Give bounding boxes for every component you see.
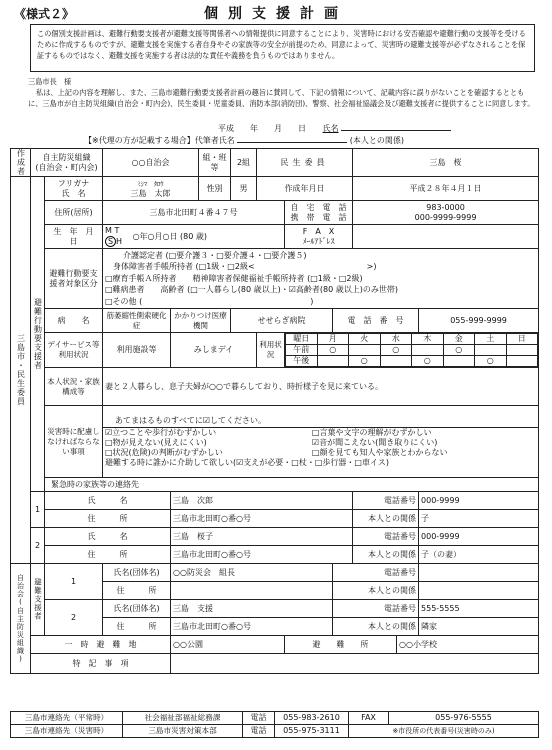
category-label: 避難行動要支援者対象区分 bbox=[45, 249, 103, 309]
supporter-side-label: 避難支援者 bbox=[31, 564, 45, 636]
disease-label: 病 名 bbox=[45, 309, 103, 333]
supporter-relation: 隣家 bbox=[419, 618, 539, 636]
remarks-value bbox=[171, 654, 539, 674]
care-instruction: あてまはるものすべてに☑してください。 bbox=[103, 416, 538, 428]
signature-name-label: 氏名 bbox=[322, 124, 339, 133]
hosp-tel-value: 055-999-9999 bbox=[419, 309, 539, 333]
emergency-name: 三島 桜子 bbox=[171, 528, 353, 546]
emergency-name: 三島 次郎 bbox=[171, 492, 353, 510]
address-value: 三島市北田町４番４７号 bbox=[103, 201, 285, 225]
facility-value: みしまデイ bbox=[171, 333, 257, 368]
supporter-relation bbox=[419, 582, 539, 600]
form-number: 《様式２》 bbox=[14, 7, 75, 21]
supporter-phone-label: 電話番号 bbox=[333, 564, 419, 582]
emergency-relation: 子（の妻） bbox=[419, 546, 539, 564]
contact-dept: 三島市災害対策本部 bbox=[123, 725, 243, 738]
notice-box: この個別支援計画は、避難行動要支援者が避難支援等関係者への情報提供に同意することにより、災害時における安否確認や避難行動の支援等を受けるために作成するものですが、避難支援を実施する者自身やその家族等の安全が前提のため、同意によって、災害時の避難支援等が必ずなされることを保証するものではなく、避難支援を実施する者は法的な責任や義務を負うものではありません。 bbox=[30, 24, 535, 72]
usage-label: 利用状況 bbox=[257, 333, 285, 368]
emergency-relation: 子 bbox=[419, 510, 539, 528]
emergency-relation-label: 本人との関係 bbox=[353, 510, 419, 528]
contact-dept: 社会福祉部福祉総務課 bbox=[123, 712, 243, 725]
date-line bbox=[218, 123, 538, 134]
emergency-addr-label: 住 所 bbox=[45, 510, 171, 528]
supporter-name-label: 氏名(団体名) bbox=[103, 564, 171, 582]
contact-tel: 055-983-2610 bbox=[275, 712, 349, 725]
addressee: 三島市長 様 bbox=[28, 77, 72, 86]
birth-label: 生 年 月 日 bbox=[45, 225, 103, 249]
supporter-addr: 三島市北田町○番○号 bbox=[171, 618, 333, 636]
shelter-label: 避 難 所 bbox=[285, 636, 397, 654]
status-label: 本人状況・家族構成等 bbox=[45, 368, 103, 406]
care-label: 災害時に配慮しなければならない事項 bbox=[45, 406, 103, 478]
emergency-addr: 三島市北田町○番○号 bbox=[171, 546, 353, 564]
jishu-value: ○○自治会 bbox=[103, 149, 199, 177]
side-label-sub: 避難行動要支援者 bbox=[31, 177, 45, 492]
sex-value: 男 bbox=[231, 177, 257, 201]
category-line: 身体障害者手帳所持者 (□1級・□2級< >) bbox=[113, 262, 377, 272]
emergency-addr-label: 住 所 bbox=[45, 546, 171, 564]
supporter-addr-label: 住 所 bbox=[103, 582, 171, 600]
supporter-name: ○○防災会 組長 bbox=[171, 564, 333, 582]
facility-label: 利用施設等 bbox=[103, 333, 171, 368]
emergency-phone-label: 電話番号 bbox=[353, 528, 419, 546]
category-options bbox=[103, 249, 539, 309]
era-circle: S bbox=[105, 236, 116, 247]
supporter-name: 三島 支援 bbox=[171, 600, 333, 618]
disease-value: 筋萎縮性側索硬化症 bbox=[103, 309, 171, 333]
contacts-table bbox=[10, 711, 539, 738]
supporter-relation-label: 本人との関係 bbox=[333, 618, 419, 636]
emergency-phone: 000-9999 bbox=[419, 528, 539, 546]
supporter-phone-label: 電話番号 bbox=[333, 600, 419, 618]
consent-text: 私は、上記の内容を理解し、また、三島市避難行動要支援者計画の趣旨に賛同して、下記の情報について、記載内容に誤りがないことを確認するとともに、三島市が自主防災組織(自治会・町内会)、民生委員・児童委員、消防本部(消防団)、警察、社会福祉協議会及び避難支援者に提供することに同意します。 bbox=[28, 88, 535, 108]
emergency-phone-label: 電話番号 bbox=[353, 492, 419, 510]
category-line: □難病患者 高齢者 (□一人暮らし(80 歳以上)・☑高齢者(80 歳以上)のみ世帯) bbox=[105, 285, 399, 295]
minsei-value: 三島 桜 bbox=[353, 149, 539, 177]
created-label: 作成年月日 bbox=[257, 177, 353, 201]
kumi-value: 2組 bbox=[231, 149, 257, 177]
emergency-name-label: 氏 名 bbox=[45, 492, 171, 510]
emergency-addr: 三島市北田町○番○号 bbox=[171, 510, 353, 528]
supporter-no: 2 bbox=[45, 600, 103, 636]
temp-shelter-label: 一 時 避 難 地 bbox=[31, 636, 171, 654]
emergency-title: 緊急時の家族等の連絡先 bbox=[45, 478, 539, 492]
supporter-addr bbox=[171, 582, 333, 600]
care-options: あてまはるものすべてに☑してください。 ☑立つことや歩行がむずかしい □言葉や文字の理解がむずかしい □物が見えない(見えにくい) ☑音が聞こえない(聞き取りにくい) □状況(危険)の判断がむずかしい □顔を見ても知人や家族とわからない 避難する時に誰かに介助して欲しい(☑支えが必要・□杖・□歩行器・□車イス) bbox=[103, 406, 539, 478]
category-line: □療育手帳Ａ所持者 精神障害者保健福祉手帳所持者 (□1級・□2級) bbox=[105, 273, 363, 283]
tel-labels: 自 宅 電 話 携 帯 電 話 bbox=[285, 201, 353, 225]
date-label: 平成 年 月 日 bbox=[218, 124, 306, 133]
created-value: 平成２８年４月１日 bbox=[353, 177, 539, 201]
tel-values: 983-0000 000-9999-9999 bbox=[353, 201, 539, 225]
shelter-value: ○○小学校 bbox=[397, 636, 539, 654]
name-label: フリガナ 氏 名 bbox=[45, 177, 103, 201]
schedule-table: 曜日 月 火 水 木 金 土 日 午前 ○ ○ ○ 午後 ○ ○ ○ bbox=[285, 333, 538, 367]
contact-tel-label: 電話 bbox=[243, 725, 275, 738]
fax-mail-labels: F A X ﾒｰﾙｱﾄﾞﾚｽ bbox=[285, 225, 353, 249]
side-label-main: 三島市・民生委員 bbox=[11, 177, 31, 564]
emergency-name-label: 氏 名 bbox=[45, 528, 171, 546]
contact-label: 三島市連絡先（平常時） bbox=[11, 712, 123, 725]
hosp-tel-label: 電 話 番 号 bbox=[333, 309, 419, 333]
supporter-phone bbox=[419, 564, 539, 582]
schedule bbox=[285, 333, 539, 368]
contact-fax: 055-976-5555 bbox=[389, 712, 539, 725]
sex-label: 性別 bbox=[199, 177, 231, 201]
contact-tel-label: 電話 bbox=[243, 712, 275, 725]
contact-fax-label: FAX bbox=[349, 712, 389, 725]
status-value: 妻と２人暮らし、息子夫婦が○○で暮らしており、時折様子を見に来ている。 bbox=[103, 368, 539, 406]
proxy-line bbox=[84, 135, 538, 146]
category-line: 介護認定者 (□要介護３・□要介護４・□要介護５) bbox=[123, 250, 307, 260]
category-line: □その他 ( ) bbox=[105, 296, 314, 306]
address-label: 住所(居所) bbox=[45, 201, 103, 225]
emergency-relation-label: 本人との関係 bbox=[353, 546, 419, 564]
proxy-relation: (本人との関係) bbox=[349, 136, 405, 145]
form-title: 個別支援計画 bbox=[204, 6, 348, 22]
emergency-no: 2 bbox=[31, 528, 45, 564]
main-form-table bbox=[10, 148, 539, 674]
supporter-name-label: 氏名(団体名) bbox=[103, 600, 171, 618]
hospital-label: かかりつけ医療機関 bbox=[171, 309, 231, 333]
contact-tel: 055-975-3111 bbox=[275, 725, 349, 738]
proxy-label: 【※代理の方が記載する場合】代筆者氏名 bbox=[84, 136, 235, 145]
kumi-label: 組・班等 bbox=[199, 149, 231, 177]
temp-shelter-value: ○○公園 bbox=[171, 636, 285, 654]
name-value: ﾐｼﾏ ﾀﾛｳ 三島 太郎 bbox=[103, 177, 199, 201]
creator-label: 作成者 bbox=[11, 149, 31, 177]
supporter-addr-label: 住 所 bbox=[103, 618, 171, 636]
supporter-relation-label: 本人との関係 bbox=[333, 582, 419, 600]
minsei-label: 民生委員 bbox=[257, 149, 353, 177]
jishu-label: 自主防災組織 (自治会・町内会) bbox=[31, 149, 103, 177]
supporter-phone: 555-5555 bbox=[419, 600, 539, 618]
fax-mail-values bbox=[353, 225, 539, 249]
hospital-value: せせらぎ病院 bbox=[231, 309, 333, 333]
contact-label: 三島市連絡先（災害時） bbox=[11, 725, 123, 738]
birth-value: M T S H ○年○月○日 (80 歳) bbox=[103, 225, 285, 249]
header bbox=[0, 2, 552, 24]
emergency-phone: 000-9999 bbox=[419, 492, 539, 510]
remarks-label: 特 記 事 項 bbox=[31, 654, 171, 674]
jichi-side-label: 自治会(自主防災組織) bbox=[11, 564, 31, 674]
contact-note: ※市役所の代表番号(災害時のみ) bbox=[349, 725, 539, 738]
supporter-no: 1 bbox=[45, 564, 103, 600]
service-label: デイサービス等利用状況 bbox=[45, 333, 103, 368]
emergency-no: 1 bbox=[31, 492, 45, 528]
